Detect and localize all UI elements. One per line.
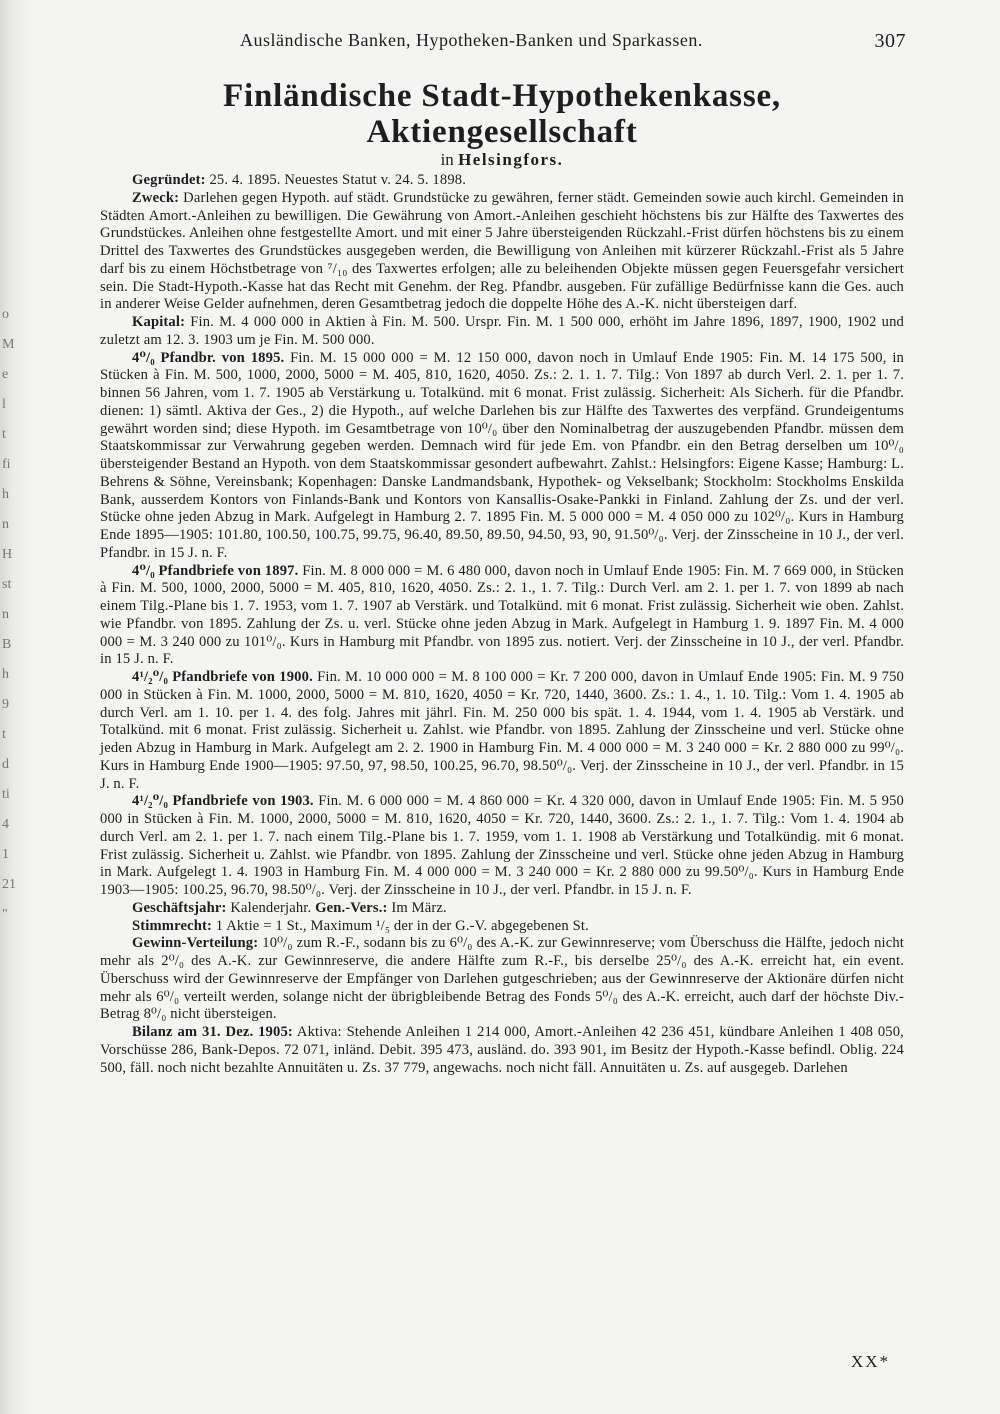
section-geschaeftsjahr	[100, 900, 904, 918]
section-pfandbr-1900	[100, 669, 904, 793]
section-gewinn-verteilung	[100, 935, 904, 1024]
section-pfandbr-1903	[100, 793, 904, 900]
company-location	[100, 150, 904, 170]
section-label: Kapital:	[132, 314, 186, 330]
section-text: Fin. M. 4 000 000 in Aktien à Fin. M. 500. Urspr. Fin. M. 1 500 000, erhöht im Jahre 1896, 1897, 1900, 1902 und zuletzt am 12. 3. 1903 um je Fin. M. 500 000.	[100, 314, 904, 348]
section-label-gen-vers: Gen.-Vers.:	[315, 899, 388, 916]
section-text: 10⁰/₀ zum R.-F., sodann bis zu 6⁰/₀ des A.-K. zur Gewinnreserve; vom Überschuss die Hälfte, jedoch nicht mehr als 2⁰/₀ des A.-K. zur Gewinnreserve, die andere Hälfte zum R.-F., bis derselbe 25⁰/₀ des A.-K. erreicht hat, ein event. Überschuss wird der Gewinnreserve der Empfänger von Darlehen gutgeschrieben; aus der Gewinnreserve der Aktionäre dürfen nicht mehr als 6⁰/₀ verteilt werden, solange nicht der übrigbleibende Betrag des Fonds 5⁰/₀ des A.-K. erreicht, auch darf der höchste Div.-Betrag 8⁰/₀ nicht übersteigen.	[100, 935, 904, 1023]
section-pfandbr-1895	[100, 350, 904, 563]
section-zweck	[100, 190, 904, 314]
section-text-gen-vers: Im März.	[387, 899, 447, 916]
section-stimmrecht	[100, 918, 904, 936]
section-text: Fin. M. 10 000 000 = M. 8 100 000 = Kr. 7 200 000, davon in Umlauf Ende 1905: Fin. M. 9 750 000 in Stücken à Fin. M. 1000, 2000, 5000 = M. 810, 1620, 4050 = Kr. 720, 1440, 3600. Zs.: 1. 4., 1. 10. Tilg.: Vom 1. 4. 1905 ab durch Verl. am 1. 10. per 1. 4. des folg. Jahres mit jährl. Fin. M. 250 000 bis spät. 1. 4. 1944, vom 1. 4. 1905 ab Verstärk. und Totalkünd. mit 6 monat. Frist zulässig. Sicherheit u. Zahlst. wie Pfandbr. von 1895. Zahlung der Zinsscheine und verl. Stücke ohne jeden Abzug in Hamburg in Mark. Aufgelegt am 2. 2. 1900 in Hamburg Fin. M. 4 000 000 = M. 3 240 000 = Kr. 2 880 000 zu 99⁰/₀. Kurs in Hamburg Ende 1900—1905: 97.50, 97, 98.50, 100.25, 96.70, 98.50⁰/₀. Verj. der Zinsscheine in 10 J., der verl. Pfandbr. in 15 J. n. F.	[100, 669, 904, 792]
section-gegruendet	[100, 172, 904, 190]
section-pfandbr-1897	[100, 563, 904, 670]
margin-bleed-text: o M e l t fi h n H st n B h 9 t d ti 4 1 21 "	[2, 307, 16, 922]
signature-mark: XX*	[850, 1352, 890, 1371]
section-text: Aktiva: Stehende Anleihen 1 214 000, Amort.-Anleihen 42 236 451, kündbare Anleihen 1 408 050, Vorschüsse 286, Bank-Depos. 72 071, inländ. Debit. 395 473, ausländ. do. 393 901, im Besitz der Hypoth.-Kasse befindl. Oblig. 224 500, fäll. noch nicht bezahlte Annuitäten u. Zs. 37 779, angewachs. noch nicht fäll. Annuitäten u. Zs. auf ausgegeb. Darlehen	[100, 1024, 904, 1076]
location-city: Helsingfors.	[458, 150, 564, 169]
section-label: 4⁰/₀ Pfandbriefe von 1897.	[132, 562, 299, 579]
section-label: 4⁰/₀ Pfandbr. von 1895.	[132, 349, 285, 366]
company-name: Finländische Stadt-Hypothekenkasse, Aktiengesellschaft	[223, 78, 781, 150]
section-text: 25. 4. 1895. Neuestes Statut v. 24. 5. 1898.	[205, 172, 467, 188]
running-head	[100, 30, 904, 60]
section-text: Fin. M. 6 000 000 = M. 4 860 000 = Kr. 4 320 000, davon in Umlauf Ende 1905: Fin. M. 5 950 000 in Stücken à Fin. M. 1000, 2000, 5000 = M. 810, 1620, 4050 = Kr. 720, 1440, 3600. Zs.: 2. 1., 1. 7. Tilg.: Vom 1. 4. 1904 ab durch Verl. am 2. 1. per 1. 7. nach einem Tilg.-Plane bis 1. 7. 1959, vom 1. 1. 1908 ab Verstärkung und Totalkündig. mit 6 monat. Frist zulässig. Sicherheit u. Zahlst. wie Pfandbr. von 1895. Zahlung der Zinsscheine und verl. Stücke ohne jeden Abzug in Hamburg in Mark. Aufgelegt 1. 4. 1903 in Hamburg Fin. M. 4 000 000 = M. 3 240 000 = Kr. 2 880 000 zu 99.50⁰/₀. Kurs in Hamburg Ende 1903—1905: 100.25, 96.70, 98.50⁰/₀. Verj. der Zinsscheine in 10 J., der verl. Pfandbr. in 15 J. n. F.	[100, 793, 904, 898]
running-head-title: Ausländische Banken, Hypotheken-Banken und Sparkassen.	[240, 30, 703, 50]
entry-body	[100, 172, 904, 1077]
section-text: Fin. M. 8 000 000 = M. 6 480 000, davon noch in Umlauf Ende 1905: Fin. M. 7 669 000, in Stücken à Fin. M. 500, 1000, 2000, 5000 = M. 405, 810, 1620, 4050. Zs.: 2. 1., 1. 7. Tilg.: Durch Verl. am 2. 1. per 1. 7. von 1899 ab nach einem Tilg.-Plane bis 1. 7. 1953, vom 1. 7. 1907 ab Verstärk. und Totalkünd. mit 6 monat. Frist zulässig. Sicherheit wie oben. Zahlst. wie Pfandbr. von 1895. Zahlung der Zs. u. verl. Stücke ohne jeden Abzug in Mark. Aufgelegt in Hamburg 1. 9. 1897 Fin. M. 4 000 000 = M. 3 240 000 zu 101⁰/₀. Kurs in Hamburg mit Pfandbr. von 1895 zus. notiert. Verj. der Zinsscheine in 10 J., der verl. Pfandbr. in 15 J. n. F.	[100, 562, 904, 668]
section-label: Stimmrecht:	[132, 917, 212, 934]
section-text: Kalenderjahr.	[226, 899, 316, 916]
section-label: 4¹/₂⁰/₀ Pfandbriefe von 1900.	[132, 669, 313, 685]
section-label: Geschäftsjahr:	[132, 899, 227, 916]
location-prefix: in	[440, 150, 454, 169]
section-text: Fin. M. 15 000 000 = M. 12 150 000, davon noch in Umlauf Ende 1905: Fin. M. 14 175 500, in Stücken à Fin. M. 500, 1000, 2000, 5000 = M. 405, 810, 1620, 4050. Zs.: 2. 1. 1. 7. Tilg.: Von 1897 ab durch Verl. 2. 1. per 1. 7. binnen 56 Jahren, vom 1. 7. 1905 ab Verstärkung u. Totalkünd. mit 6 monat. Frist zulässig. Sicherheit: Als Sicherh. für die Pfandbr. dienen: 1) sämtl. Aktiva der Ges., 2) die Hypoth., auf welche Darlehen bis zur Hälfte des Taxwertes des verpfänd. Grundeigentums gewährt worden sind; diese Hypoth. im Gesamtbetrage von 10⁰/₀ über den Nominalbetrag der auszugebenden Pfandbr. müssen dem Staatskommissar zur Verwahrung gegeben werden. Demnach wird für jede Em. von Pfandbr. ein den Betrag derselben um 10⁰/₀ übersteigender Bestand an Hypoth. von dem Staatskommissar gesondert aufbewahrt. Zahlst.: Helsingfors: Eigene Kasse; Hamburg: L. Behrens & Söhne, Vereinsbank; Kopenhagen: Danske Landmandsbank, Hypothek- og Vekselbank; Stockholm: Stockholms Enskilda Bank, ausserdem Kontors von Finlands-Bank und Kontors von Kansallis-Osake-Pankki in Finland. Zahlung der Zs. und der verl. Stücke ohne jeden Abzug in Mark. Aufgelegt in Hamburg 2. 7. 1895 Fin. M. 5 000 000 = M. 4 050 000 zu 102⁰/₀. Kurs in Hamburg Ende 1895—1905: 101.80, 100.50, 100.75, 99.75, 96.40, 89.50, 89.50, 94.50, 93, 90, 91.50⁰/₀. Verj. der Zinsscheine in 10 J., der verl. Pfandbr. in 15 J. n. F.	[100, 349, 904, 561]
page-content	[100, 30, 904, 1077]
section-label: Zweck:	[132, 189, 180, 206]
section-bilanz	[100, 1024, 904, 1077]
section-kapital	[100, 314, 904, 350]
section-label: 4¹/₂⁰/₀ Pfandbriefe von 1903.	[132, 793, 314, 810]
section-text: 1 Aktie = 1 St., Maximum ¹/₅ der in der G.-V. abgegebenen St.	[212, 917, 589, 934]
page-number: 307	[874, 30, 906, 52]
section-label: Bilanz am 31. Dez. 1905:	[132, 1024, 293, 1040]
section-label: Gegründet:	[132, 172, 206, 188]
section-text: Darlehen gegen Hypoth. auf städt. Grundstücke zu gewähren, ferner städt. Gemeinden sowie auch kirchl. Gemeinden in Städten Amort.-Anleihen zu bewilligen. Die Gewährung von Amort.-Anleihen geschieht höchstens bis zur Hälfte des Taxwertes des Grundstückes. Anleihen ohne festgestellte Amort. und mit einer 5 Jahre übersteigenden Rückzahl.-Frist dürfen höchstens bis zu einem Drittel des Taxwertes des Grundstückes ausgegeben werden, die Bewilligung von Anleihen mit kürzerer Rückzahl.-Frist als 5 Jahre darf bis zu einem Höchstbetrage von ⁷/₁₀ des Taxwertes erfolgen; alle zu beleihenden Objekte müssen gegen Feuersgefahr versichert sein. Die Stadt-Hypoth.-Kasse hat das Recht mit Genehm. der Reg. Pfandbr. ausgeben. Für zufällige Bedürfnisse kann die Ges. auch in anderer Weise Gelder aufnehmen, deren Gesamtbetrag jedoch die doppelte Höhe des A.-K. nicht übersteigen darf.	[100, 189, 904, 313]
section-label: Gewinn-Verteilung:	[132, 935, 259, 952]
